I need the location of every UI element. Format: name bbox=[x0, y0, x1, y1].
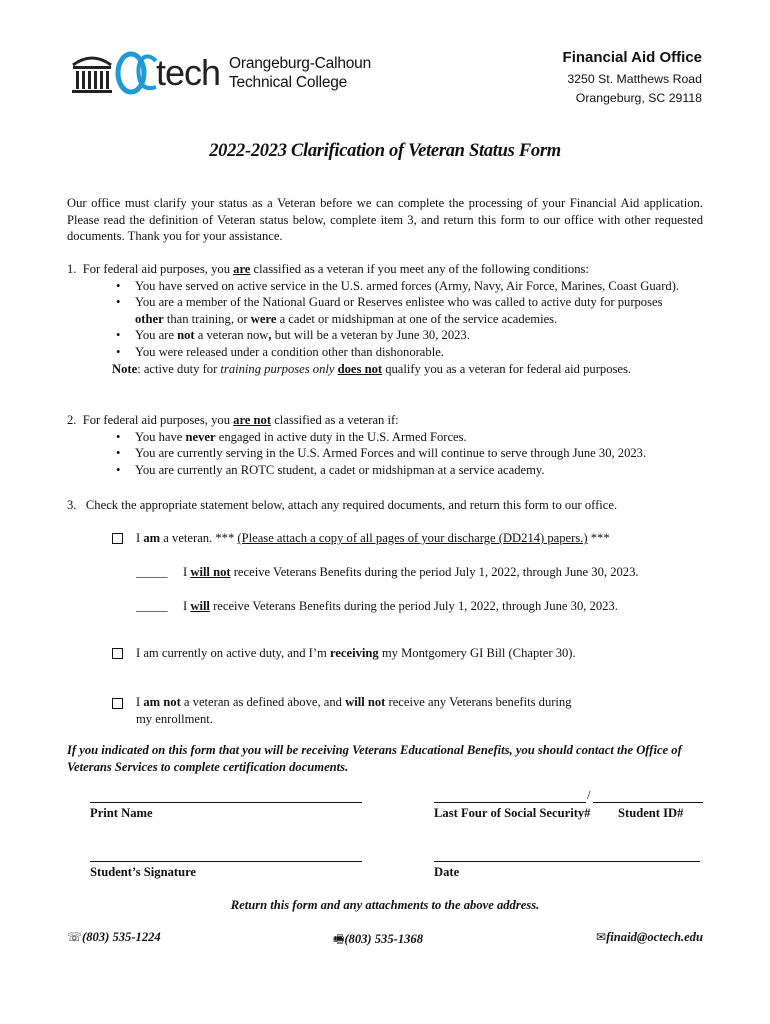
date-line[interactable] bbox=[434, 861, 700, 862]
list-item bbox=[112, 278, 692, 295]
list-item-em: not bbox=[177, 328, 195, 343]
return-note: Return this form and any attachments to the above address. bbox=[230, 898, 540, 912]
list-item bbox=[112, 429, 702, 446]
print-name-line[interactable] bbox=[90, 802, 362, 803]
note-text: : active duty for bbox=[137, 361, 221, 376]
list-item bbox=[112, 445, 702, 462]
option-text: I bbox=[136, 531, 144, 545]
not-veteran-checkbox[interactable] bbox=[112, 698, 123, 709]
will-receive-statement bbox=[183, 598, 723, 615]
section-1 bbox=[67, 261, 703, 377]
section-1-lead bbox=[67, 261, 703, 278]
ssn-line[interactable] bbox=[434, 802, 586, 803]
section-2-number: 2. bbox=[67, 413, 77, 427]
option-em: will bbox=[190, 599, 210, 613]
option-text: my Montgomery GI Bill (Chapter 30). bbox=[378, 646, 576, 660]
note-label: Note bbox=[112, 361, 138, 376]
list-item-text: You are currently serving in the U.S. Armed Forces and will continue to serve through June 30, 2023. bbox=[135, 446, 647, 461]
section-2-lead bbox=[67, 412, 703, 429]
oc-mark-icon bbox=[114, 49, 160, 95]
list-item-em: never bbox=[185, 429, 216, 444]
note-em: does not bbox=[337, 361, 383, 376]
section-2-list bbox=[112, 429, 702, 479]
list-item-em: were bbox=[250, 311, 277, 326]
intro-paragraph: Our office must clarify your status as a Veteran before we can complete the processing of your Financial Aid application. Please read the definition of Veteran status below, complete item 3, and return this form to our office with other requested documents. Thank you for your assistance. bbox=[67, 196, 703, 244]
section-1-lead-em: are bbox=[233, 262, 251, 276]
option-em: am bbox=[143, 531, 161, 545]
list-item-text: than training, or bbox=[163, 311, 251, 326]
print-name-label: Print Name bbox=[90, 806, 153, 820]
option-text: receive any Veterans benefits during bbox=[385, 695, 572, 709]
list-item-em: other bbox=[135, 311, 164, 326]
section-3-lead bbox=[67, 497, 707, 514]
form-title: 2022-2023 Clarification of Veteran Status Form bbox=[209, 141, 561, 161]
note-text: qualify you as a veteran for federal aid purposes. bbox=[382, 361, 632, 376]
option-active-duty bbox=[136, 645, 716, 662]
list-item-text: a cadet or midshipman at one of the service academies. bbox=[276, 311, 558, 326]
address-line2: Orangeburg, SC 29118 bbox=[575, 91, 702, 105]
fax-contact bbox=[333, 930, 423, 951]
mail-icon: ✉ bbox=[596, 930, 607, 944]
ssn-separator: / bbox=[587, 787, 591, 802]
section-3-lead-text: Check the appropriate statement below, attach any required documents, and return this form to our office. bbox=[85, 498, 618, 512]
phone-number: (803) 535-1224 bbox=[82, 930, 161, 944]
option-text: a veteran as defined above, and bbox=[180, 695, 346, 709]
list-item-text: You have served on active service in the U.S. armed forces (Army, Navy, Air Force, Marines, Coast Guard). bbox=[135, 278, 680, 293]
list-item-text: engaged in active duty in the U.S. Armed Forces. bbox=[215, 429, 467, 444]
option-text: *** bbox=[587, 531, 610, 545]
list-item-text: You are a member of the National Guard or Reserves enlistee who was called to active duty for purposes bbox=[135, 295, 663, 310]
option-text: I bbox=[136, 695, 144, 709]
logo-college-line1: Orangeburg-Calhoun bbox=[229, 55, 372, 72]
option-veteran bbox=[136, 530, 716, 547]
list-item bbox=[112, 344, 692, 361]
section-1-lead-a: For federal aid purposes, you bbox=[82, 262, 234, 276]
section-3-number: 3. bbox=[67, 498, 77, 512]
option-em: will not bbox=[190, 565, 231, 579]
logo-college-line2: Technical College bbox=[229, 74, 348, 91]
signature-label: Student’s Signature bbox=[90, 865, 197, 879]
last-four-ssn-label: Last Four of Social Security# bbox=[434, 806, 591, 820]
will-not-receive-blank[interactable]: _____ bbox=[136, 565, 168, 579]
veterans-services-notice: If you indicated on this form that you will be receiving Veterans Educational Benefits, you should contact the Office of Veterans Services to complete certification documents. bbox=[67, 743, 682, 774]
email-contact[interactable] bbox=[596, 930, 703, 945]
student-id-line[interactable] bbox=[593, 802, 703, 803]
note-italic: training purposes only bbox=[220, 361, 335, 376]
address-line1: 3250 St. Matthews Road bbox=[567, 72, 702, 86]
option-em: will not bbox=[345, 695, 386, 709]
list-item bbox=[112, 462, 702, 479]
will-not-receive-statement bbox=[183, 564, 723, 581]
list-item bbox=[112, 294, 692, 327]
option-em: am not bbox=[143, 695, 181, 709]
college-logo bbox=[70, 47, 372, 99]
section-2-lead-a: For federal aid purposes, you bbox=[82, 413, 234, 427]
option-underlined: (Please attach a copy of all pages of your discharge (DD214) papers.) bbox=[237, 531, 588, 545]
building-icon bbox=[70, 49, 114, 95]
fax-icon: 🖷 bbox=[333, 932, 345, 946]
list-item-text: You are bbox=[135, 328, 178, 343]
office-block bbox=[442, 48, 702, 108]
section-1-number: 1. bbox=[67, 262, 77, 276]
office-title: Financial Aid Office bbox=[562, 49, 702, 66]
list-item-text: You were released under a condition other than dishonorable. bbox=[135, 344, 444, 359]
logo-wordmark: tech bbox=[156, 52, 221, 93]
phone-contact bbox=[67, 930, 161, 945]
option-text: I bbox=[183, 599, 191, 613]
option-text: receive Veterans Benefits during the period July 1, 2022, through June 30, 2023. bbox=[230, 565, 639, 579]
will-receive-blank[interactable]: _____ bbox=[136, 599, 168, 613]
section-1-note bbox=[112, 361, 703, 378]
email-address[interactable]: finaid@octech.edu bbox=[606, 930, 703, 944]
section-1-list bbox=[112, 278, 692, 361]
option-text: I am currently on active duty, and I’m bbox=[136, 646, 330, 660]
option-text: I bbox=[183, 565, 191, 579]
list-item-text: You have bbox=[135, 429, 186, 444]
phone-icon: ☏ bbox=[67, 930, 83, 944]
option-text: a veteran. *** bbox=[160, 531, 238, 545]
list-item-text: a veteran now bbox=[194, 328, 269, 343]
section-2-lead-em: are not bbox=[233, 413, 272, 427]
active-duty-checkbox[interactable] bbox=[112, 648, 123, 659]
section-1-lead-b: classified as a veteran if you meet any of the following conditions: bbox=[250, 262, 589, 276]
list-item-text: but will be a veteran by June 30, 2023. bbox=[271, 328, 470, 343]
list-item-em: , bbox=[268, 328, 272, 343]
section-2-lead-b: classified as a veteran if: bbox=[271, 413, 399, 427]
student-id-label: Student ID# bbox=[618, 806, 684, 820]
section-2 bbox=[67, 412, 703, 478]
fax-number: (803) 535-1368 bbox=[344, 932, 424, 946]
signature-line[interactable] bbox=[90, 861, 362, 862]
veteran-checkbox[interactable] bbox=[112, 533, 123, 544]
option-not-veteran bbox=[136, 694, 716, 727]
option-text: my enrollment. bbox=[136, 711, 213, 726]
date-label: Date bbox=[434, 865, 460, 879]
list-item-text: You are currently an ROTC student, a cadet or midshipman at a service academy. bbox=[135, 462, 545, 477]
option-em: receiving bbox=[329, 646, 379, 660]
option-text: receive Veterans Benefits during the period July 1, 2022, through June 30, 2023. bbox=[209, 599, 618, 613]
list-item bbox=[112, 327, 692, 344]
